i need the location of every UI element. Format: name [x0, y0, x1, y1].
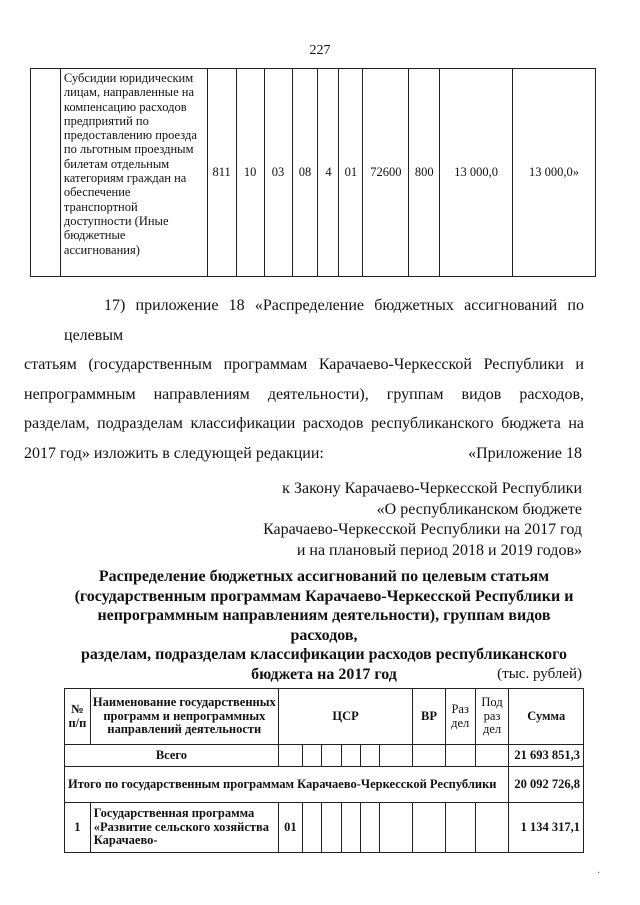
title-line: (государственным программам Карачаево-Черкесской Республики и: [74, 587, 574, 605]
code-cell: 10: [236, 69, 264, 277]
empty-cell: [360, 803, 379, 853]
page-number: 227: [309, 43, 331, 58]
empty-cell: [341, 803, 360, 853]
code-cell: 08: [292, 69, 318, 277]
amount-cell: 13 000,0: [440, 69, 513, 277]
empty-cell: [322, 803, 341, 853]
header-sum: Сумма: [509, 689, 584, 745]
scan-mark: ·: [597, 868, 601, 879]
table-header-row: [65, 689, 584, 745]
empty-cell: [380, 803, 413, 853]
empty-cell: [380, 745, 413, 767]
table-row: [31, 69, 596, 277]
table-row: [65, 803, 584, 853]
empty-cell: [413, 803, 445, 853]
code-cell: 72600: [363, 69, 409, 277]
law-line: «О республиканском бюджете: [376, 500, 582, 518]
header-vr: ВР: [413, 689, 445, 745]
empty-cell: [302, 803, 321, 853]
units-label: (тыс. рублей): [497, 666, 582, 682]
code-cell: 01: [339, 69, 363, 277]
empty-cell: [278, 745, 302, 767]
empty-cell: [413, 745, 445, 767]
paragraph-line: 2017 год» изложить в следующей редакции:: [24, 444, 324, 462]
paragraph-line: разделам, подразделам классификации расходов республиканского бюджета на: [24, 415, 584, 432]
continuation-table: [30, 68, 596, 277]
title-line: Распределение бюджетных ассигнований по целевым статьям: [98, 568, 550, 585]
table-row: [65, 767, 584, 803]
code-cell: 811: [207, 69, 236, 277]
title-line: разделам, подразделам классификации расходов республиканского: [81, 646, 567, 663]
appendix-label: «Приложение 18: [468, 445, 582, 462]
empty-cell: [475, 803, 509, 853]
expense-name-cell: Субсидии юридическим лицам, направленные на компенсацию расходов предприятий по предоставлению проезда по льготным проездным билетам отдельным категориям граждан на обеспечение транспортной доступности (Иные бюджетные ассигнования): [60, 69, 207, 277]
program-code: 01: [278, 803, 302, 853]
row-num: 1: [65, 803, 91, 853]
program-sum: 1 134 317,1: [509, 803, 584, 853]
empty-cell: [31, 69, 61, 277]
programs-sum: 20 092 726,8: [509, 767, 584, 803]
header-csr: ЦСР: [278, 689, 412, 745]
empty-cell: [445, 803, 475, 853]
empty-cell: [360, 745, 379, 767]
title-line: бюджета на 2017 год: [251, 665, 397, 683]
empty-cell: [445, 745, 475, 767]
programs-label: Итого по государственным программам Карачаево-Черкесской Республики: [65, 767, 509, 803]
law-line: к Закону Карачаево-Черкесской Республики: [282, 480, 582, 497]
code-cell: 800: [409, 69, 440, 277]
title-line: непрограммным направлениям деятельности), группам видов расходов,: [97, 607, 551, 644]
paragraph-line: статьям (государственным программам Карачаево-Черкесской Республики и: [24, 356, 584, 373]
law-line: Карачаево-Черкесской Республики на 2017 год: [263, 521, 582, 538]
paragraph-line: 17) приложение 18 «Распределение бюджетных ассигнований по целевым: [64, 297, 584, 344]
empty-cell: [341, 745, 360, 767]
empty-cell: [322, 745, 341, 767]
header-name: Наименование государственных программ и непрограммных направлений деятельности: [90, 689, 278, 745]
total-label: Всего: [65, 745, 279, 767]
header-podrazdel: Под раз дел: [475, 689, 509, 745]
budget-table: [64, 688, 584, 853]
amount-cell: 13 000,0»: [513, 69, 596, 277]
amendment-paragraph: [24, 291, 584, 468]
total-sum: 21 693 851,3: [509, 745, 584, 767]
code-cell: 4: [318, 69, 339, 277]
header-num: № п/п: [65, 689, 91, 745]
law-line: и на плановый период 2018 и 2019 годов»: [296, 541, 582, 559]
empty-cell: [302, 745, 321, 767]
program-name: Государственная программа «Развитие сельского хозяйства Карачаево-: [90, 803, 278, 853]
table-row: [65, 745, 584, 767]
empty-cell: [475, 745, 509, 767]
header-razdel: Раз дел: [445, 689, 475, 745]
paragraph-line: непрограммным направлениям деятельности), группам видов расходов,: [24, 385, 584, 403]
law-reference: [263, 479, 582, 561]
code-cell: 03: [264, 69, 292, 277]
